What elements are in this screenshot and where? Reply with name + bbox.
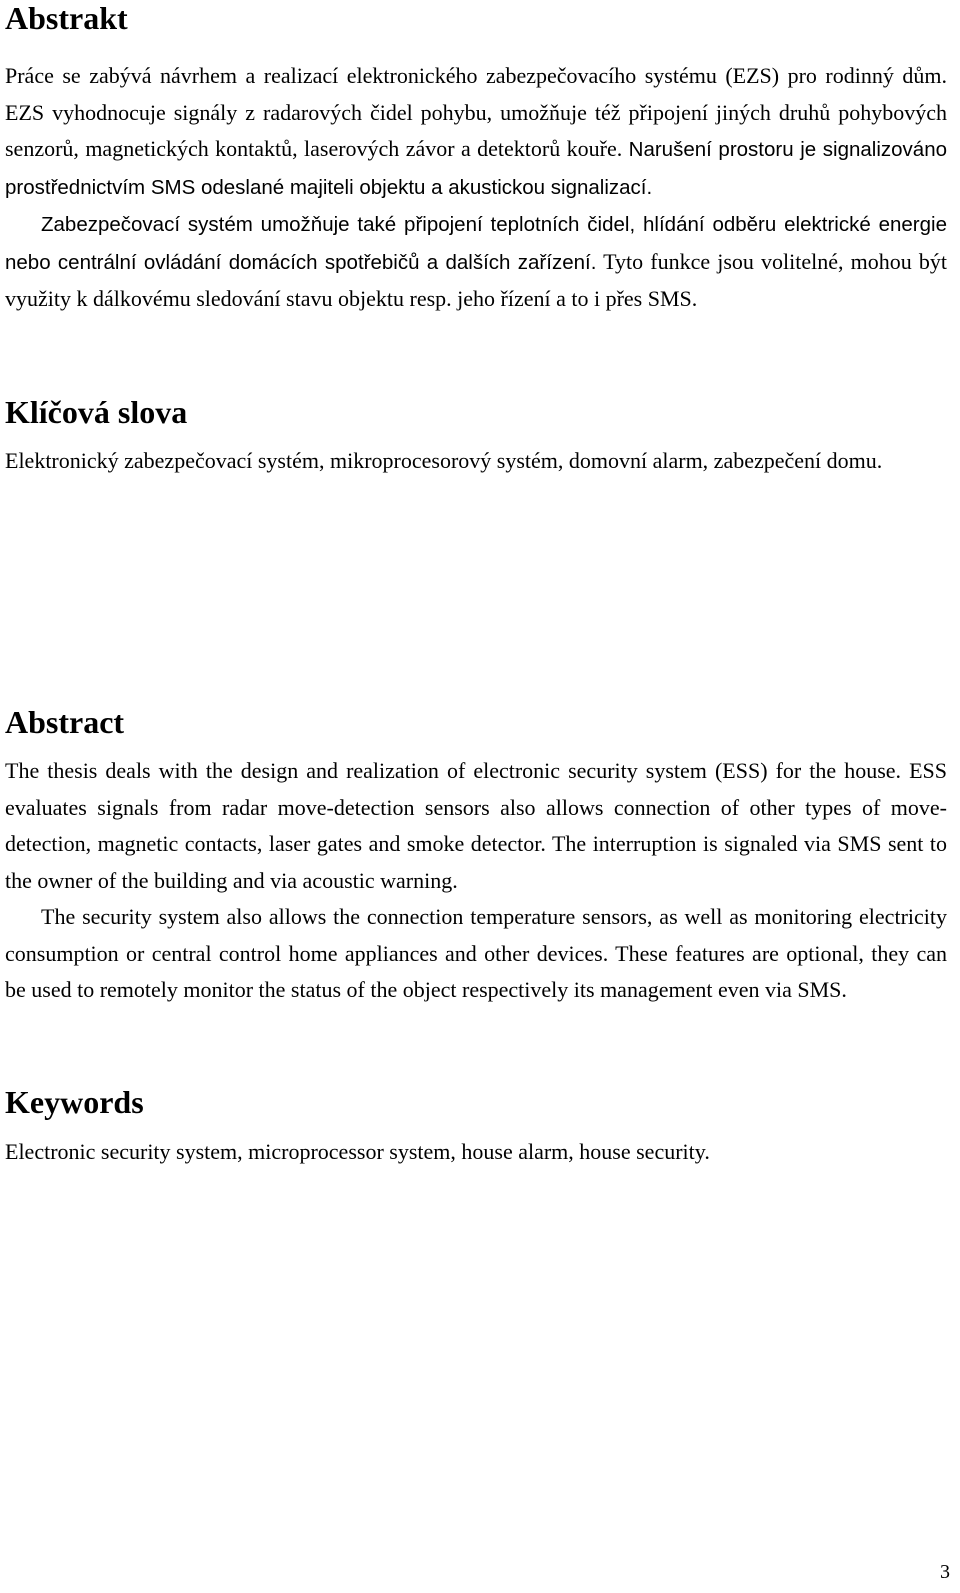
page-number: 3 <box>940 1561 950 1583</box>
abstrakt-paragraph-1 <box>5 58 947 206</box>
klicova-slova-text: Elektronický zabezpečovací systém, mikroprocesorový systém, domovní alarm, zabezpečení domu. <box>5 447 883 473</box>
abstrakt-paragraph-1-part-2: Narušení prostoru je signalizováno prostřednictvím SMS odeslané majiteli objektu a akustickou signalizací. <box>5 138 948 199</box>
abstrakt-paragraph-2 <box>5 206 947 318</box>
abstrakt-paragraph-1-part-1: Práce se zabývá návrhem a realizací elektronického zabezpečovacího systému (EZS) pro rodinný dům. EZS vyhodnocuje signály z radarových čidel pohybu, umožňuje též připojení jiných druhů pohybových senzorů, magnetických kontaktů, laserových závor a detektorů kouře. <box>5 63 947 161</box>
abstrakt-paragraph-2-part-1: Zabezpečovací systém umožňuje také připojení teplotních čidel, hlídání odběru elektrické energie nebo centrální ovládání domácích spotřebičů a dalších zařízení. <box>5 213 947 274</box>
keywords-heading: Keywords <box>5 1083 144 1120</box>
abstract-paragraph-1: The thesis deals with the design and realization of electronic security system (ESS) for the house. ESS evaluates signals from radar move-detection sensors also allows connection of other types of move-detection, magnetic contacts, laser gates and smoke detector. The interruption is signaled via SMS sent to the owner of the building and via acoustic warning. <box>5 758 947 893</box>
abstrakt-paragraph-2-part-2: Tyto funkce jsou volitelné, mohou být využity k dálkovému sledování stavu objektu resp. jeho řízení a to i přes SMS. <box>5 248 948 311</box>
klicova-slova-heading: Klíčová slova <box>5 393 188 430</box>
document-page <box>5 0 947 1170</box>
abstrakt-heading: Abstrakt <box>5 0 128 36</box>
keywords-text: Electronic security system, microprocessor system, house alarm, house security. <box>5 1138 710 1164</box>
abstract-paragraph-2: The security system also allows the connection temperature sensors, as well as monitoring electricity consumption or central control home appliances and other devices. These features are optional, they can be used to remotely monitor the status of the object respectively its management even via SMS. <box>5 904 947 1002</box>
abstract-heading: Abstract <box>5 704 125 740</box>
